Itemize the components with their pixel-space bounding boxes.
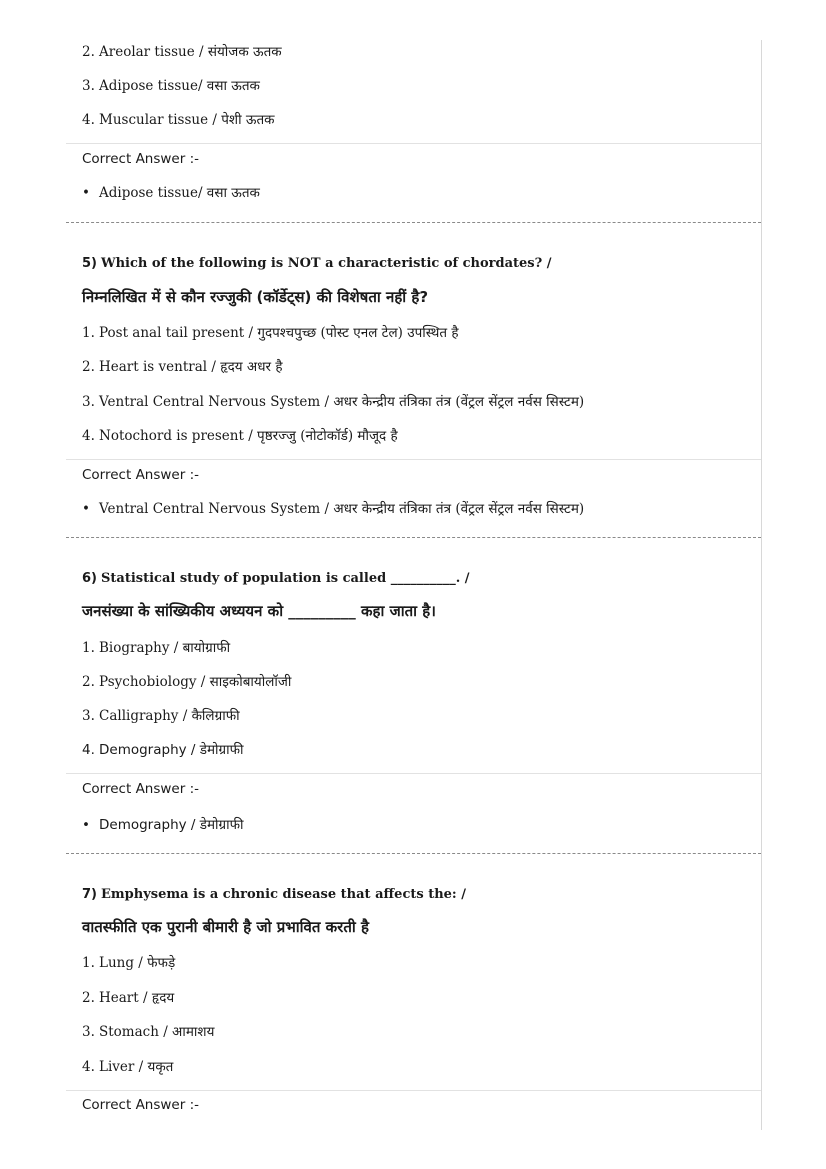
option-item: 3. Calligraphy / कैलिग्राफी (82, 708, 240, 724)
option-item: 4. Demography / डेमोग्राफी (82, 742, 244, 758)
option-item: 3. Ventral Central Nervous System / अधर केन्द्रीय तंत्रिका तंत्र (वेंट्रल सेंट्रल नर्वस सिस्टम) (82, 394, 585, 410)
option-item: 4. Notochord is present / पृष्ठरज्जु (नोटोकॉर्ड) मौजूद है (82, 428, 398, 444)
question-hindi: वातस्फीति एक पुरानी बीमारी है जो प्रभावित करती है (82, 918, 369, 936)
option-item: 2. Heart is ventral / हृदय अधर है (82, 359, 283, 375)
option-item: 1. Biography / बायोग्राफी (82, 640, 231, 656)
option-item: 2. Heart / हृदय (82, 990, 175, 1006)
divider (66, 143, 761, 144)
option-item: 2. Areolar tissue / संयोजक ऊतक (82, 44, 282, 60)
correct-answer-label: Correct Answer :- (82, 1097, 199, 1113)
correct-answer-label: Correct Answer :- (82, 467, 199, 483)
correct-answer-label: Correct Answer :- (82, 151, 199, 167)
question-paper (66, 40, 762, 1130)
option-item: 3. Stomach / आमाशय (82, 1024, 215, 1040)
divider (66, 1090, 761, 1091)
correct-answer: • Adipose tissue/ वसा ऊतक (82, 185, 260, 201)
option-item: 3. Adipose tissue/ वसा ऊतक (82, 78, 260, 94)
option-item: 2. Psychobiology / साइकोबायोलॉजी (82, 674, 292, 690)
question-english: 5) Which of the following is NOT a characteristic of chordates? / (82, 256, 552, 271)
option-item: 4. Muscular tissue / पेशी ऊतक (82, 112, 275, 128)
question-english: 7) Emphysema is a chronic disease that affects the: / (82, 887, 467, 902)
correct-answer: • Demography / डेमोग्राफी (82, 817, 244, 833)
question-hindi: जनसंख्या के सांख्यिकीय अध्ययन को _________ कहा जाता है। (82, 602, 436, 620)
divider (66, 459, 761, 460)
question-hindi: निम्नलिखित में से कौन रज्जुकी (कॉर्डेट्स) की विशेषता नहीं है? (82, 288, 429, 306)
question-english: 6) Statistical study of population is called __________. / (82, 571, 470, 586)
divider (66, 773, 761, 774)
option-item: 1. Post anal tail present / गुदपश्चपुच्छ (पोस्ट एनल टेल) उपस्थित है (82, 325, 459, 341)
question-separator (66, 222, 761, 223)
question-separator (66, 537, 761, 538)
option-item: 4. Liver / यकृत (82, 1059, 174, 1075)
correct-answer: • Ventral Central Nervous System / अधर केन्द्रीय तंत्रिका तंत्र (वेंट्रल सेंट्रल नर्वस सिस्टम) (82, 501, 585, 517)
option-item: 1. Lung / फेफड़े (82, 955, 176, 971)
question-separator (66, 853, 761, 854)
correct-answer-label: Correct Answer :- (82, 781, 199, 797)
